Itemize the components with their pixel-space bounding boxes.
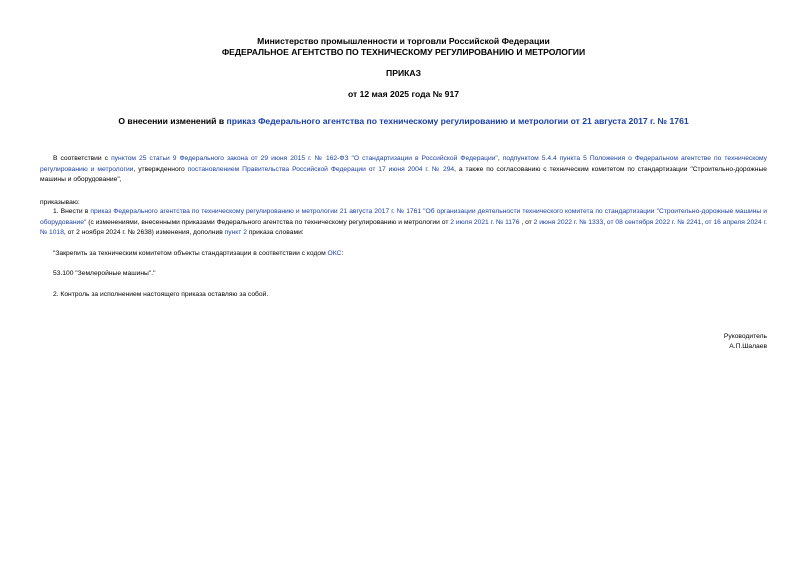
signature-name: А.П.Шалаев bbox=[729, 343, 767, 350]
p3-text-2: (с изменениями, внесенными приказами Федерального агентства по техническому регулированию и метрологии от bbox=[86, 218, 451, 226]
document-title bbox=[40, 116, 767, 127]
p4-text-2: : bbox=[341, 250, 344, 257]
title-prefix: О внесении изменений в bbox=[118, 116, 227, 126]
paragraph-assign bbox=[53, 249, 767, 260]
date-number-heading: от 12 мая 2025 года № 917 bbox=[347, 89, 460, 99]
p1-text-4: , а также по согласованию с техническим комитетом по стандартизации "Строительно-дорожные машины и оборудование", bbox=[40, 165, 767, 184]
amendment-link-2022-june[interactable]: 2 июня 2022 г. № 1333 bbox=[533, 218, 604, 226]
p3-text-1: 1. Внести в bbox=[53, 208, 91, 215]
paragraph-item-2: 2. Контроль за исполнением настоящего приказа оставляю за собой. bbox=[53, 291, 269, 298]
p3-text-5: , bbox=[701, 218, 705, 226]
ministry-heading: Министерство промышленности и торговли Российской Федерации bbox=[257, 36, 550, 46]
paragraph-basis bbox=[40, 154, 767, 186]
agency-heading: ФЕДЕРАЛЬНОЕ АГЕНТСТВО ПО ТЕХНИЧЕСКОМУ РЕГУЛИРОВАНИЮ И МЕТРОЛОГИИ bbox=[221, 47, 586, 57]
amendment-link-2022-sept[interactable]: от 08 сентября 2022 г. № 2241 bbox=[606, 218, 702, 226]
title-order-link[interactable]: приказ Федерального агентства по техническому регулированию и метрологии от 21 августа 2017 г. № 1761 bbox=[226, 116, 689, 126]
p3-text-7: приказа словами: bbox=[246, 229, 304, 237]
amendment-link-2021[interactable]: 2 июля 2021 г. № 1176 bbox=[450, 218, 520, 226]
signature-position: Руководитель bbox=[723, 333, 767, 340]
p3-text-6: , от 2 ноября 2024 г. № 2638) изменения, дополнив bbox=[63, 229, 225, 237]
doc-type-heading: ПРИКАЗ bbox=[386, 68, 421, 78]
regulation-link[interactable]: подпунктом 5.4.4 пункта 5 Положения о Федеральном агентстве по техническому регулированию и метрологии bbox=[40, 155, 768, 173]
oks-link[interactable]: ОКС bbox=[327, 250, 342, 257]
paragraph-order-word: приказываю: bbox=[40, 199, 80, 206]
p1-text-1: В соответствии с bbox=[53, 155, 112, 162]
p1-text-3: , утвержденного bbox=[133, 165, 188, 173]
p3-text-4: , bbox=[603, 218, 607, 226]
p3-text-3: , от bbox=[519, 218, 534, 226]
p1-text-2: , bbox=[497, 155, 503, 162]
paragraph-item-1 bbox=[40, 207, 767, 239]
item-2-link[interactable]: пункт 2 bbox=[224, 229, 247, 237]
government-decree-link[interactable]: постановлением Правительства Российской Федерации от 17 июня 2004 г. № 294 bbox=[187, 165, 455, 173]
law-link[interactable]: пунктом 25 статьи 9 Федерального закона от 29 июня 2015 г. № 162-ФЗ "О стандартизации в Российской Федерации" bbox=[111, 155, 498, 162]
paragraph-code: 53.100 "Землеройные машины"." bbox=[53, 270, 156, 277]
p4-text-1: "Закрепить за техническим комитетом объекты стандартизации в соответствии с кодом bbox=[53, 250, 328, 257]
amendment-link-2024-april[interactable]: от 16 апреля 2024 г. № 1018 bbox=[40, 218, 767, 237]
amended-order-link[interactable]: приказ Федерального агентства по техническому регулированию и метрологии 21 августа 2017 г. № 1761 "Об организации деятельности технического комитета по стандартизации "Строительно-дорожные машины и оборудование" bbox=[40, 208, 767, 226]
